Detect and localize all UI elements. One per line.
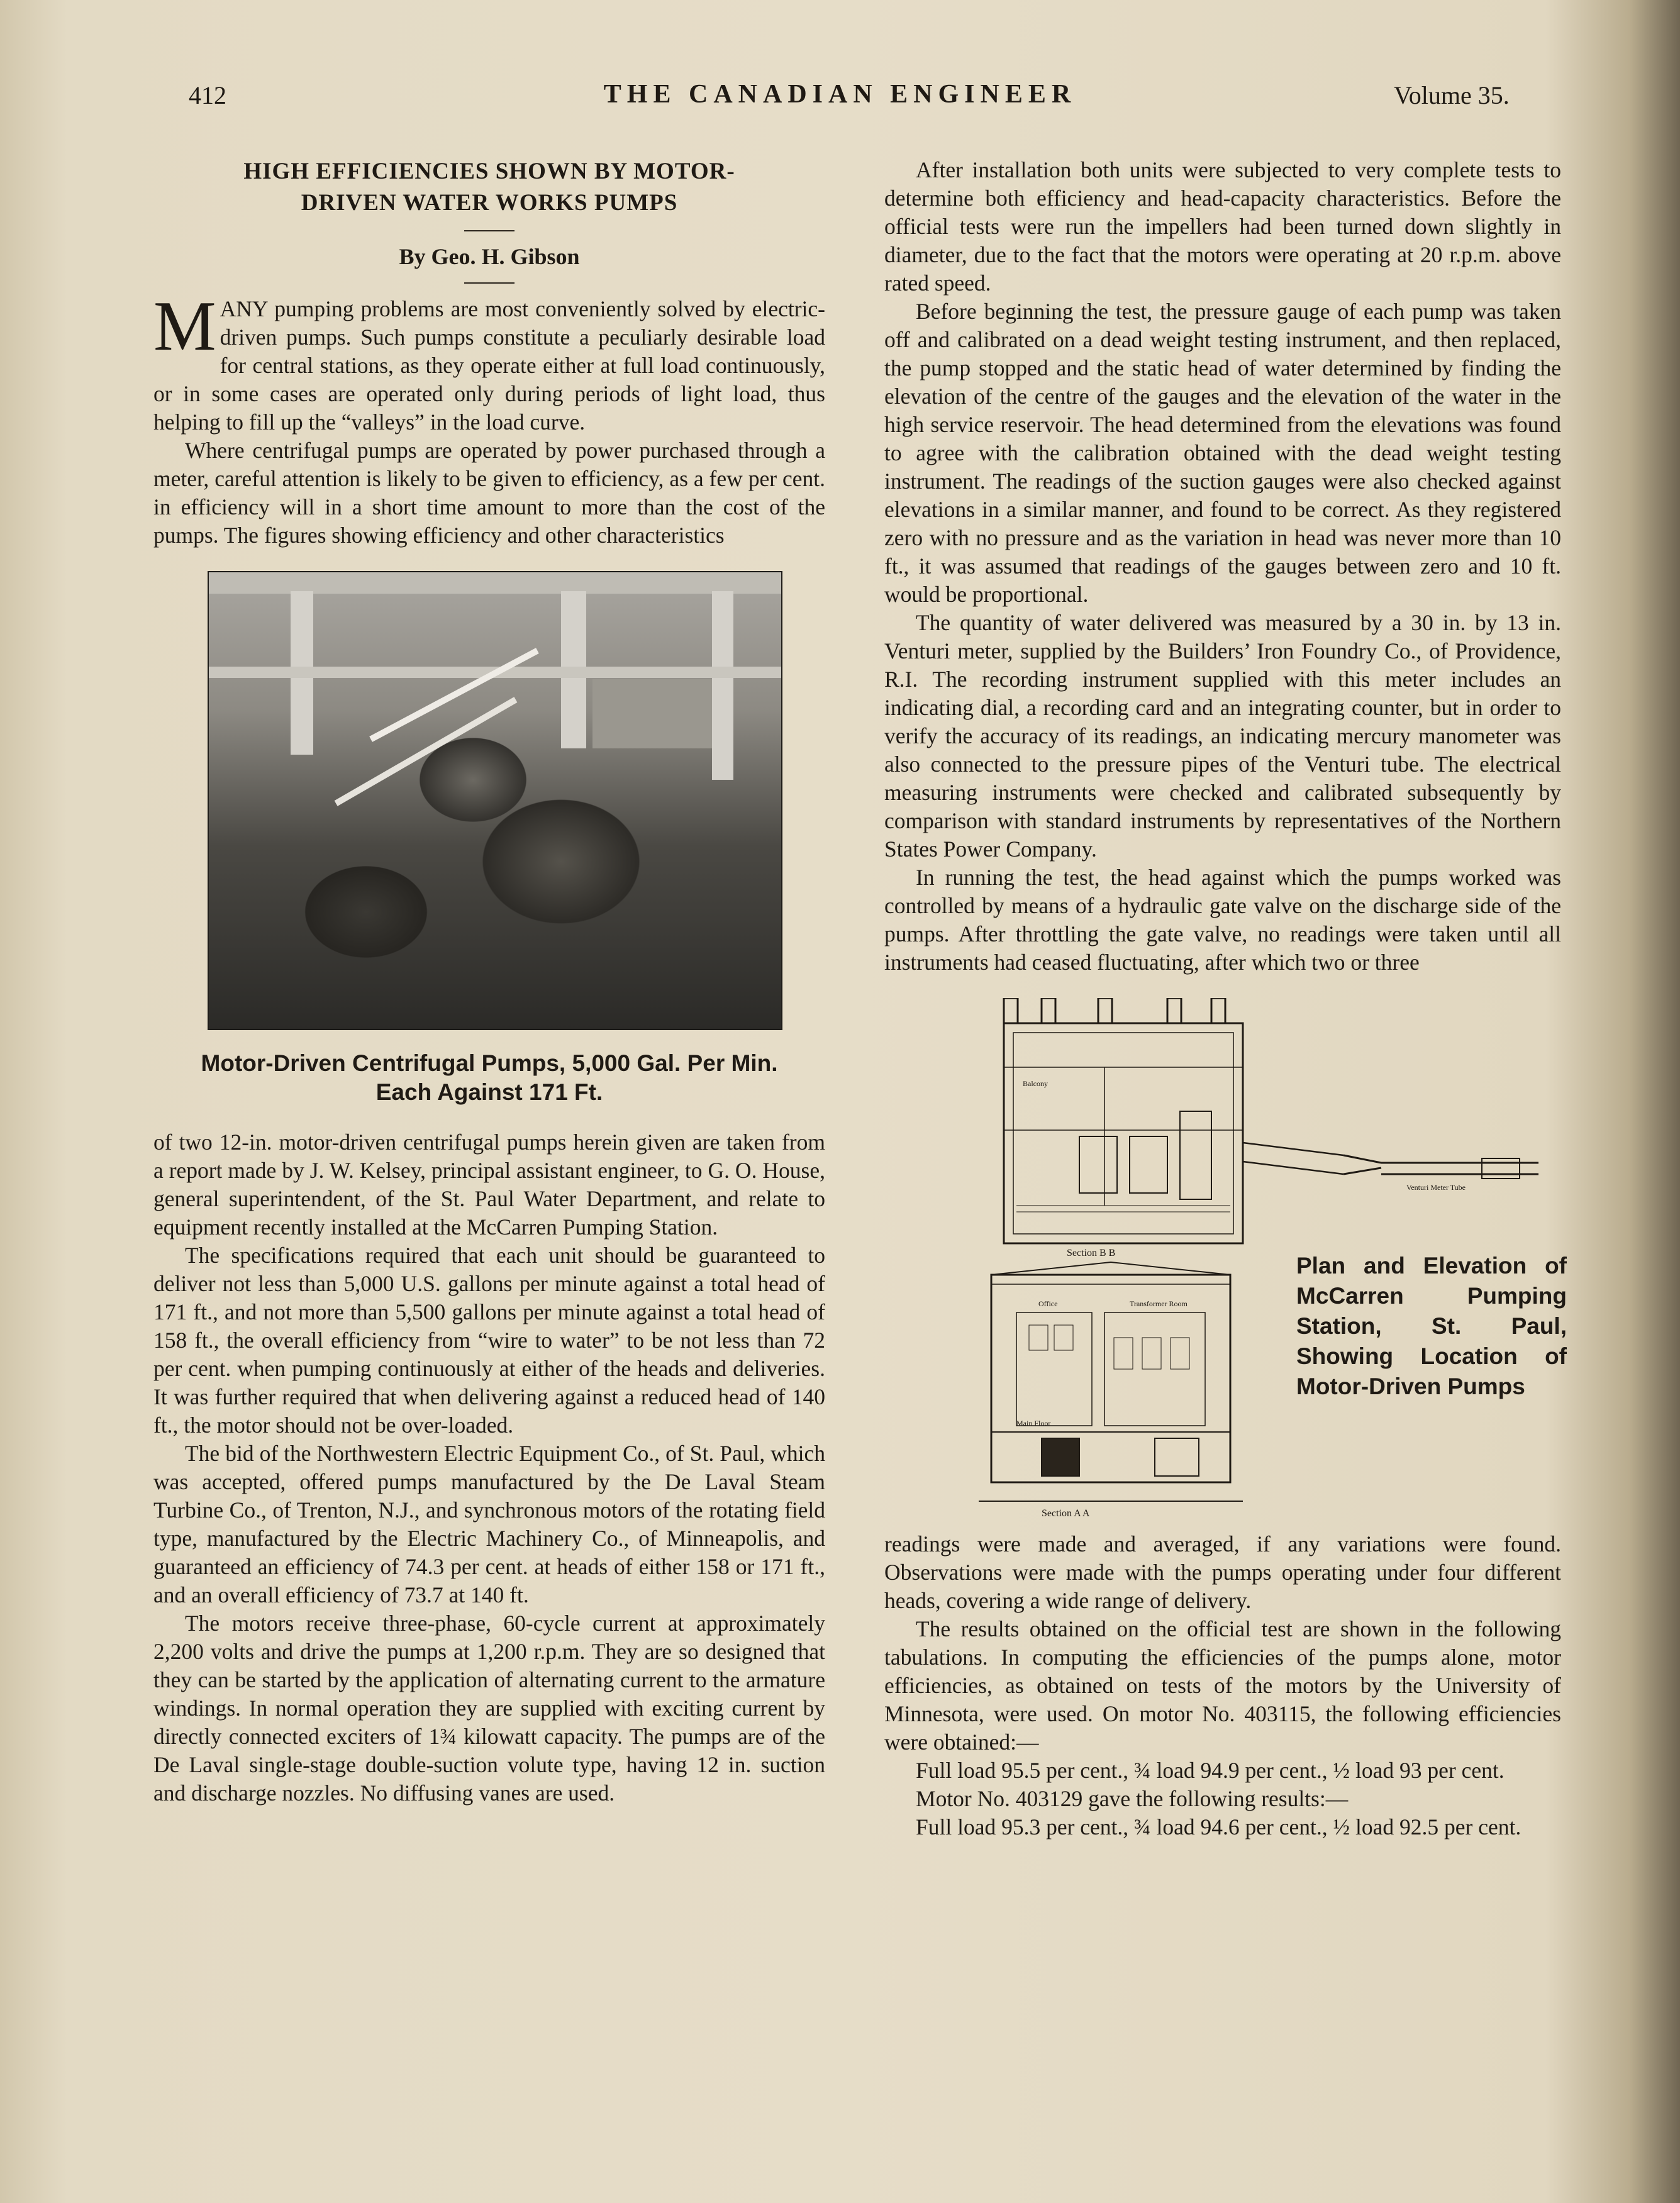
label-venturi-tube: Venturi Meter Tube [1406, 1183, 1466, 1192]
volume-label: Volume 35. [1394, 81, 1510, 109]
paragraph: Where centrifugal pumps are operated by power purchased through a meter, careful attention is likely to be given to efficiency, as a few per cent. in efficiency will in a short time amount to more than the cost of the pumps. The figures showing efficiency and other characteristics [153, 438, 825, 548]
paragraph: of two 12-in. motor-driven centrifugal pumps herein given are taken from a report made by J. W. Kelsey, principal assistant engineer, to G. O. House, general superintendent, of the St. Paul Water Department, and relate to equipment recently installed at the McCarren Pumping Station. [153, 1129, 825, 1240]
left-column [153, 156, 825, 1807]
page-number: 412 [189, 81, 226, 109]
title-rule [464, 230, 515, 231]
figure-caption: Plan and Elevation of McCarren Pumping Station, St. Paul, Showing Location of Motor-Driven Pumps [1296, 1253, 1567, 1399]
label-balcony: Balcony [1023, 1079, 1048, 1088]
photo-caption-line2: Each Against 171 Ft. [375, 1079, 603, 1105]
byline-rule [464, 282, 515, 284]
drop-cap: M [153, 287, 216, 365]
label-main-floor: Main Floor [1016, 1419, 1051, 1428]
article-title-line1: HIGH EFFICIENCIES SHOWN BY MOTOR- [243, 158, 735, 184]
label-section-aa: Section A A [1042, 1508, 1090, 1519]
label-transformer-room: Transformer Room [1130, 1299, 1188, 1308]
pump-room-photo [208, 571, 782, 1030]
right-column [884, 156, 1567, 1841]
station-figure [884, 998, 1567, 1520]
paragraph-intro-text: ANY pumping problems are most conveniently solved by electric-driven pumps. Such pumps constitute a peculiarly desirable load for central stations, as they operate either at full load continuously, or in some cases are operated only during periods of light load, thus helping to fill up the “valleys” in the load curve. [153, 296, 825, 435]
byline: By Geo. H. Gibson [399, 244, 580, 269]
label-office: Office [1038, 1299, 1058, 1308]
paragraph: readings were made and averaged, if any variations were found. Observations were made with the pumps operating under four different heads, covering a wide range of delivery. [884, 1531, 1561, 1613]
paragraph: In running the test, the head against which the pumps worked was controlled by means of a hydraulic gate valve on the discharge side of the pumps. After throttling the gate valve, no readings were taken until all instruments had ceased fluctuating, after which two or three [884, 865, 1561, 975]
journal-title: THE CANADIAN ENGINEER [603, 80, 1077, 109]
photo-caption [153, 1049, 825, 1107]
article-title-line2: DRIVEN WATER WORKS PUMPS [301, 190, 678, 216]
paragraph: Before beginning the test, the pressure gauge of each pump was taken off and calibrated on a dead weight testing instrument, and then replaced, the pump stopped and the static head of water determined by finding the elevation of the centre of the gauges and the elevation of the water in the high service reservoir. The head determined from the elevations was found to agree with the calibration obtained with the dead weight testing instrument. The readings of the suction gauges were also checked against elevations in a similar manner, and found to be correct. As they registered zero with no pressure and as the variation in head was never more than 10 ft., it was assumed that readings of the gauges between zero and 10 ft. would be proportional. [884, 299, 1561, 607]
paragraph: The specifications required that each unit should be guaranteed to deliver not less than 5,000 U.S. gallons per minute against a total head of 171 ft., and not more than 5,500 gallons per minute against a total head of 158 ft., the overall efficiency from “wire to water” to be not less than 72 per cent. when pumping continuously at either of the heads and deliveries. It was further required that when delivering against a reduced head of 140 ft., the motor should not be over-loaded. [153, 1243, 825, 1438]
paragraph-intro [153, 287, 825, 436]
paragraph: After installation both units were subjected to very complete tests to determine both efficiency and head-capacity characteristics. Before the official tests were run the impellers had been turned down slightly in diameter, due to the fact that the motors were operating at 20 r.p.m. above rated speed. [884, 157, 1561, 296]
paragraph: Motor No. 403129 gave the following results:— [916, 1786, 1349, 1811]
paragraph: Full load 95.5 per cent., ¾ load 94.9 per cent., ½ load 93 per cent. [916, 1758, 1505, 1783]
photo-caption-line1: Motor-Driven Centrifugal Pumps, 5,000 Gal. Per Min. [201, 1050, 778, 1076]
paragraph: The bid of the Northwestern Electric Equipment Co., of St. Paul, which was accepted, offered pumps manufactured by the De Laval Steam Turbine Co., of Trenton, N.J., and synchronous motors of the rotating field type, manufactured by the Electric Machinery Co., of Minneapolis, and guaranteed an efficiency of 74.3 per cent. at heads of either 158 or 171 ft., and an overall efficiency of 73.7 at 140 ft. [153, 1441, 825, 1607]
label-section-bb: Section B B [1067, 1248, 1116, 1258]
paragraph: The motors receive three-phase, 60-cycle current at approximately 2,200 volts and drive the pumps at 1,200 r.p.m. They are so designed that they can be started by the application of alternating current to the armature windings. In normal operation they are supplied with exciting current by directly connected exciters of 1¾ kilowatt capacity. The pumps are of the De Laval single-stage double-suction volute type, having 12 in. suction and discharge nozzles. No diffusing vanes are used. [153, 1611, 825, 1806]
paragraph: Full load 95.3 per cent., ¾ load 94.6 per cent., ½ load 92.5 per cent. [916, 1814, 1521, 1840]
paragraph: The results obtained on the official test are shown in the following tabulations. In computing the efficiencies of the pumps alone, motor efficiencies, as obtained on tests of the motors by the University of Minnesota, were used. On motor No. 403115, the following efficiencies were obtained:— [884, 1616, 1561, 1755]
paragraph: The quantity of water delivered was measured by a 30 in. by 13 in. Venturi meter, supplied by the Builders’ Iron Foundry Co., of Providence, R.I. The recording instrument supplied with this meter includes an indicating dial, a recording card and an integrating counter, but in order to verify the accuracy of its readings, an indicating mercury manometer was also connected to the pressure pipes of the Venturi tube. The electrical measuring instruments were checked and calibrated subsequently by comparison with standard instruments by representatives of the Northern States Power Company. [884, 610, 1561, 862]
